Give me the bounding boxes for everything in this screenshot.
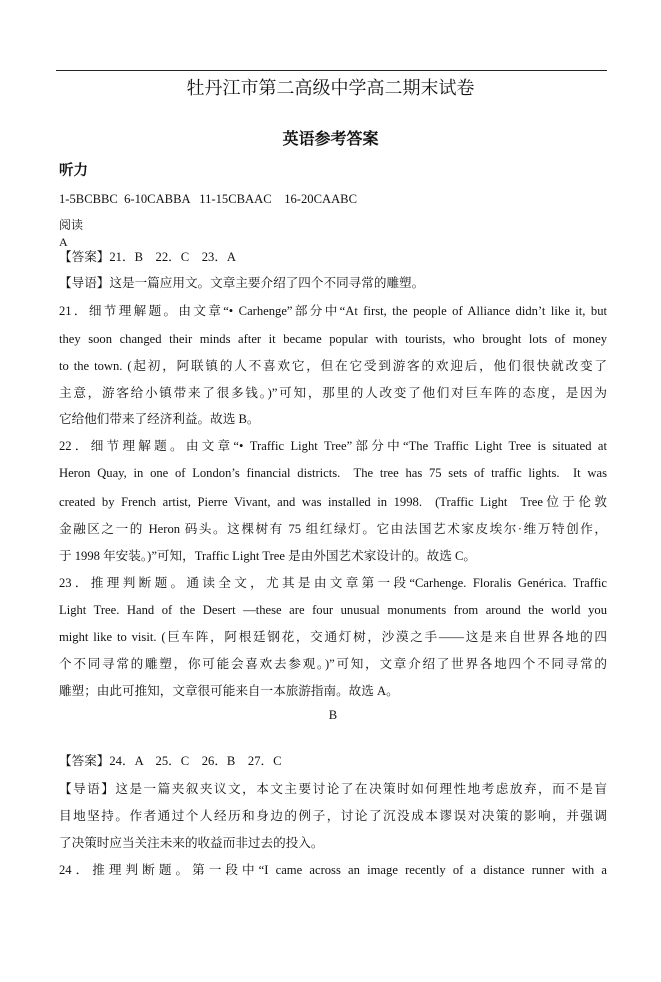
part-b-label: B	[328, 708, 338, 722]
q21-line-3: to the town. (起初，阿联镇的人不喜欢它，但在它受到游客的欢迎后，他们很快就改变了	[59, 359, 607, 373]
part-b-guide-line-3: 了决策时应当关注未来的收益而非过去的投入。	[59, 836, 324, 850]
listening-answers: 1-5BCBBC 6-10CABBA 11-15CBAAC 16-20CAABC	[59, 192, 357, 206]
part-a-guide: 【导语】这是一篇应用文。文章主要介绍了四个不同寻常的雕塑。	[59, 276, 425, 290]
part-b-guide-line-2: 目地坚持。作者通过个人经历和身边的例子，讨论了沉没成本谬误对决策的影响，并强调	[59, 809, 607, 823]
q23-line-4: 个不同寻常的雕塑，你可能会喜欢去参观。)”可知，文章介绍了世界各地四个不同寻常的	[59, 657, 607, 671]
q21-line-2: they soon changed their minds after it became popular with tourists, who brought lots of money	[59, 332, 607, 346]
q23-line-3: might like to visit. (巨车阵，阿根廷钢花，交通灯树，沙漠之手——这是来自世界各地的四	[59, 630, 607, 644]
q22-line-2: Heron Quay, in one of London’s financial districts. The tree has 75 sets of traffic lights. It was	[59, 466, 607, 480]
q22-line-5: 于 1998 年安装。)”可知，Traffic Light Tree 是由外国艺术家设计的。故选 C。	[59, 549, 476, 563]
q22-line-3: created by French artist, Pierre Vivant, and was installed in 1998. (Traffic Light Tree位于伦敦	[59, 495, 607, 509]
q21-line-4: 主意，游客给小镇带来了很多钱。)”可知，那里的人改变了他们对巨车阵的态度，是因为	[59, 386, 607, 400]
listening-heading: 听力	[59, 163, 88, 179]
q21-line-5: 它给他们带来了经济利益。故选 B。	[59, 412, 260, 426]
q24-line-1: 24．推理判断题。第一段中“I came across an image recently of a distance runner with a	[59, 863, 607, 877]
reading-heading: 阅读	[59, 218, 84, 232]
q23-line-1: 23．推理判断题。通读全文，尤其是由文章第一段“Carhenge. Floralis Genérica. Traffic	[59, 576, 607, 590]
q22-line-4: 金融区之一的 Heron 码头。这棵树有 75 组红绿灯。它由法国艺术家皮埃尔·维万特创作，	[59, 522, 607, 536]
page-subtitle: 英语参考答案	[282, 129, 379, 148]
part-a-answers: 【答案】21．B 22．C 23．A	[59, 250, 237, 264]
q21-line-1: 21．细节理解题。由文章“• Carhenge”部分中“At first, the people of Alliance didn’t like it, but	[59, 304, 607, 318]
page-title: 牡丹江市第二高级中学高二期末试卷	[186, 78, 475, 99]
part-b-guide-line-1: 【导语】这是一篇夹叙夹议文，本文主要讨论了在决策时如何理性地考虑放弃，而不是盲	[59, 782, 607, 796]
q23-line-2: Light Tree. Hand of the Desert —these are four unusual monuments from around the world you	[59, 603, 607, 617]
part-a-label: A	[59, 235, 68, 249]
q22-line-1: 22．细节理解题。由文章“• Traffic Light Tree”部分中“The Traffic Light Tree is situated at	[59, 439, 607, 453]
q23-line-5: 雕塑；由此可推知，文章很可能来自一本旅游指南。故选 A。	[59, 684, 399, 698]
part-b-answers: 【答案】24．A 25．C 26．B 27．C	[59, 754, 282, 768]
header-rule	[56, 70, 607, 71]
